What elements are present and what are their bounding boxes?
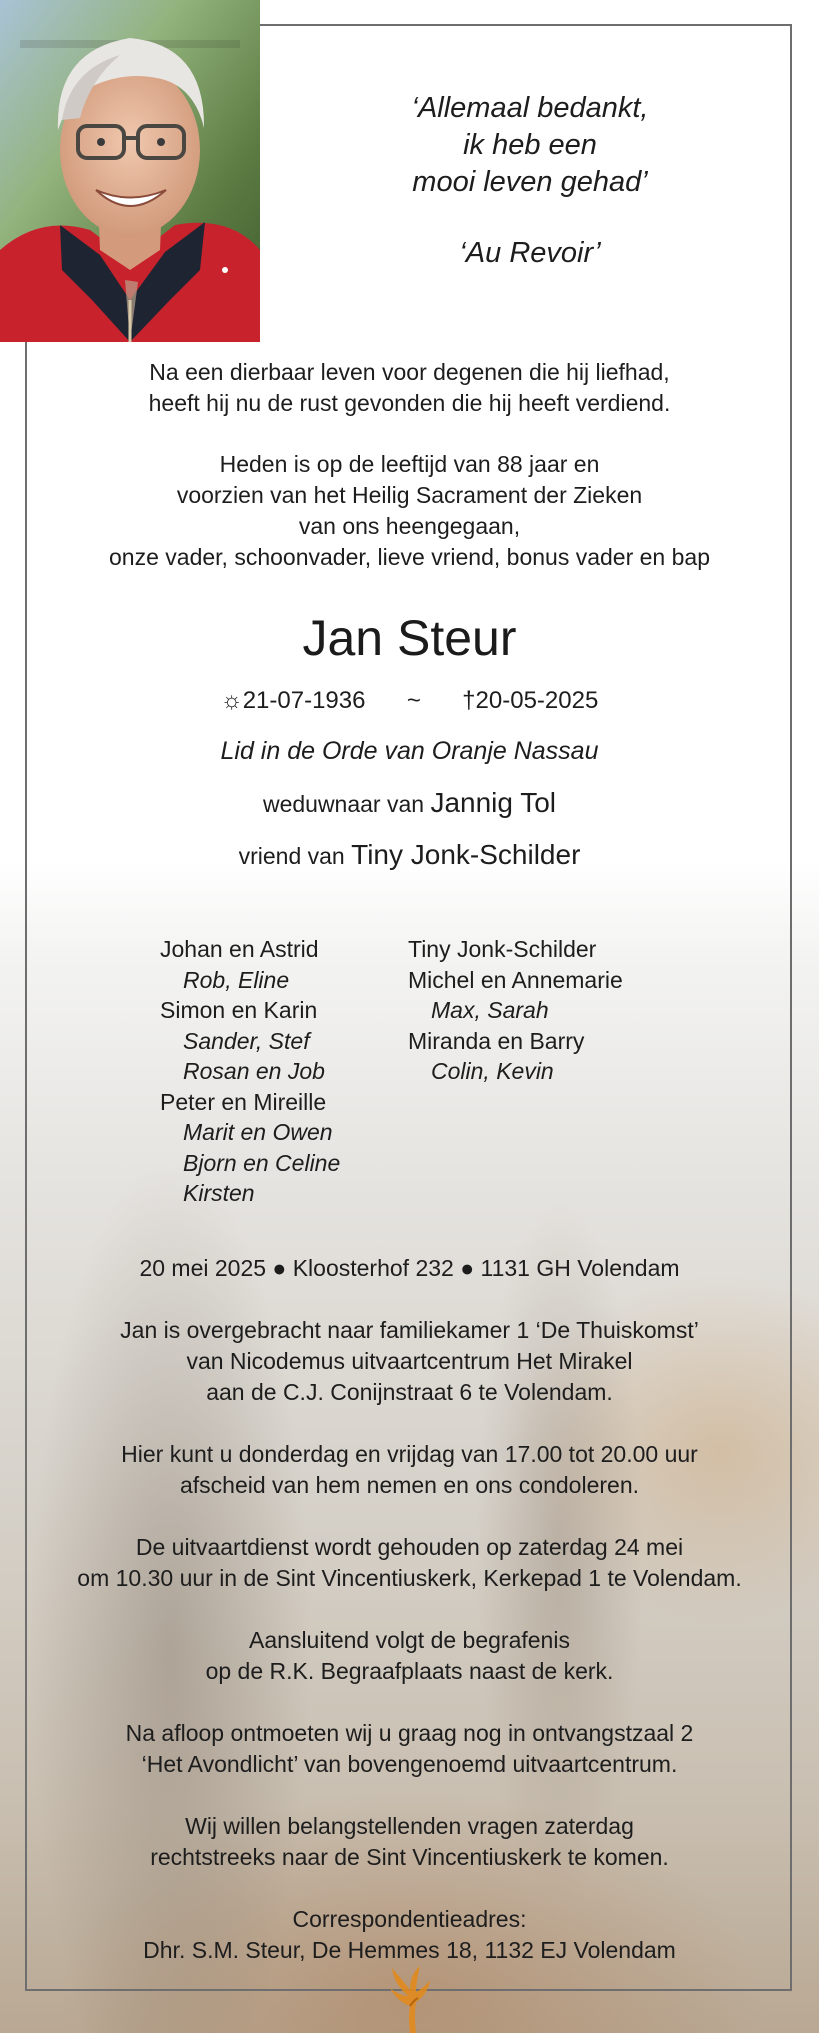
paragraph-line: om 10.30 uur in de Sint Vincentiuskerk, Kerkepad 1 te Volendam. (77, 1565, 742, 1591)
paragraph (0, 1439, 819, 1501)
friend-name: Tiny Jonk-Schilder (351, 839, 581, 870)
family-member: Rosan en Job (183, 1058, 325, 1084)
intro-text (0, 357, 819, 419)
family-member: Max, Sarah (431, 997, 549, 1023)
quote-block (340, 90, 720, 272)
dove-icon (380, 1962, 440, 2033)
announcement-line: Heden is op de leeftijd van 88 jaar en (219, 451, 600, 477)
birth-date: 21-07-1936 (242, 687, 366, 714)
paragraph-line: ‘Het Avondlicht’ van bovengenoemd uitvaartcentrum. (141, 1751, 678, 1777)
announcement-line: voorzien van het Heilig Sacrament der Zieken (176, 482, 643, 508)
paragraph-line: Hier kunt u donderdag en vrijdag van 17.00 tot 20.00 uur (121, 1441, 698, 1467)
paragraph (0, 1315, 819, 1408)
cross-icon: † (462, 687, 476, 714)
paragraph (0, 1625, 819, 1687)
family-member: Bjorn en Celine (183, 1149, 341, 1176)
quote-line-3: mooi leven gehad’ (412, 166, 648, 198)
intro-line: heeft hij nu de rust gevonden die hij heeft verdiend. (148, 390, 671, 416)
family-member: Sander, Stef (183, 1027, 310, 1054)
announcement-line: van ons heengegaan, (298, 513, 521, 539)
quote-line-1: ‘Allemaal bedankt, (411, 92, 649, 124)
family-member: Peter en Mireille (160, 1088, 327, 1115)
sun-icon: ☼ (220, 687, 243, 714)
friend-prefix: vriend van (238, 843, 345, 869)
widower-line (0, 787, 819, 820)
family-member: Michel en Annemarie (408, 966, 623, 993)
paragraph-line: De uitvaartdienst wordt gehouden op zaterdag 24 mei (135, 1534, 684, 1560)
paragraph-line: Wij willen belangstellenden vragen zaterdag (185, 1813, 634, 1839)
paragraph-line: Correspondentieadres: (292, 1906, 527, 1932)
widower-prefix: weduwnaar van (262, 791, 425, 817)
paragraph-line: van Nicodemus uitvaartcentrum Het Mirakel (186, 1348, 633, 1374)
announcement-line: onze vader, schoonvader, lieve vriend, bonus vader en bap (109, 544, 710, 570)
paragraph-line: rechtstreeks naar de Sint Vincentiuskerk te komen. (150, 1844, 669, 1870)
quote-line-4: ‘Au Revoir’ (459, 237, 601, 269)
paragraph-line: Dhr. S.M. Steur, De Hemmes 18, 1132 EJ Volendam (143, 1937, 676, 1963)
paragraph (0, 1811, 819, 1873)
paragraph-line: Aansluitend volgt de begrafenis (249, 1627, 570, 1653)
family-member: Miranda en Barry (408, 1027, 585, 1054)
intro-line: Na een dierbaar leven voor degenen die hij liefhad, (149, 359, 670, 385)
paragraphs (0, 1315, 819, 1997)
paragraph (0, 1904, 819, 1966)
family-member: Tiny Jonk-Schilder (408, 936, 597, 962)
address-line: 20 mei 2025 ● Kloosterhof 232 ● 1131 GH Volendam (139, 1255, 680, 1281)
family-member: Simon en Karin (160, 997, 318, 1023)
family-member: Kirsten (183, 1180, 255, 1206)
announcement-text (0, 449, 819, 573)
family-list-right (408, 934, 623, 1087)
family-member: Johan en Astrid (160, 936, 319, 962)
death-date: 20-05-2025 (475, 687, 599, 714)
tilde-separator: ~ (406, 687, 421, 714)
widower-name: Jannig Tol (430, 787, 557, 818)
family-list-left (160, 934, 340, 1209)
friend-line (0, 839, 819, 872)
family-member: Marit en Owen (183, 1119, 333, 1145)
family-member: Rob, Eline (183, 966, 290, 993)
orde-text: Lid in de Orde van Oranje Nassau (220, 737, 599, 765)
paragraph (0, 1532, 819, 1594)
life-dates (0, 685, 819, 716)
paragraph-line: Na afloop ontmoeten wij u graag nog in ontvangstzaal 2 (125, 1720, 694, 1746)
paragraph-line: afscheid van hem nemen en ons condoleren. (179, 1472, 640, 1498)
paragraph (0, 1718, 819, 1780)
quote-line-2: ik heb een (463, 129, 597, 161)
paragraph-line: aan de C.J. Conijnstraat 6 te Volendam. (206, 1379, 613, 1405)
paragraph-line: Jan is overgebracht naar familiekamer 1 ‘De Thuiskomst’ (120, 1317, 699, 1343)
deceased-name: Jan Steur (302, 610, 517, 666)
family-member: Colin, Kevin (431, 1058, 554, 1084)
paragraph-line: op de R.K. Begraafplaats naast de kerk. (205, 1658, 614, 1684)
portrait-photo (0, 0, 260, 342)
